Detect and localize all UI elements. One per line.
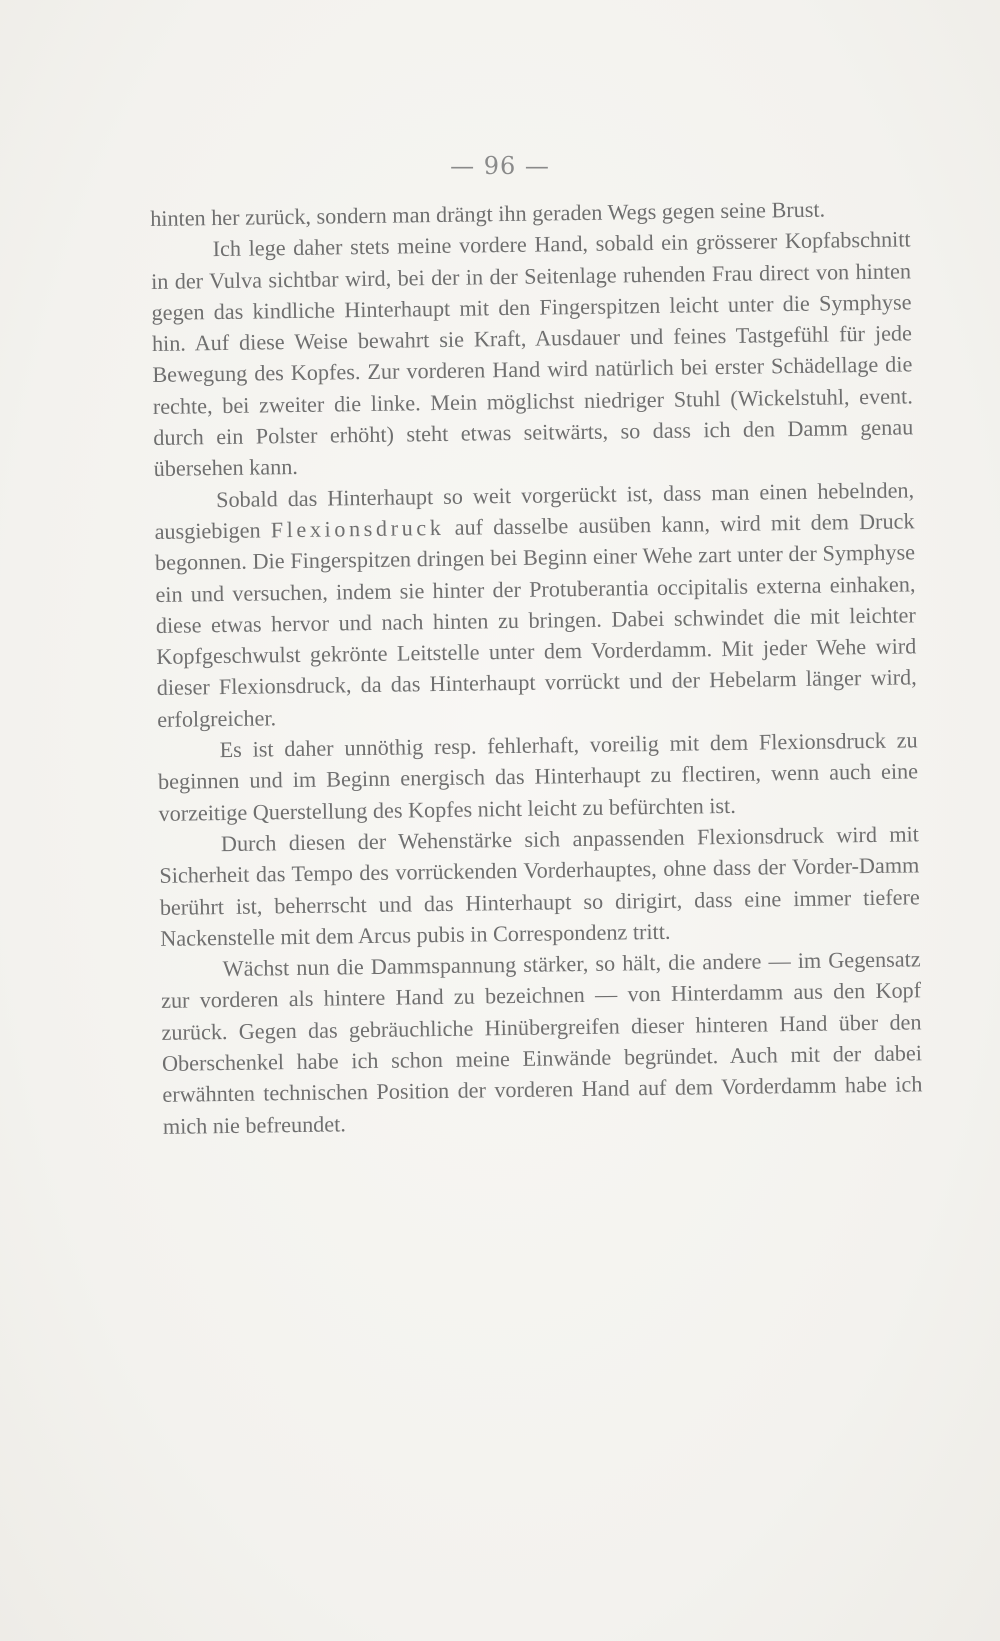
paragraph-continuation: hinten her zurück, sondern man drängt ihn geraden Wegs gegen seine Brust. [150, 196, 826, 231]
paragraph-flexion-pressure-end: auf dasselbe ausüben kann, wird mit dem Druck begonnen. Die Fingerspitzen dringen bei Beginn einer Wehe zart unter der Symphyse ein und versuchen, indem sie hinter der Protuberantia occipitalis externa einhaken, diese etwas hervor und nach hinten zu bringen. Dabei schwindet die mit leichter Kopfgeschwulst gekrönte Leitstelle unter dem Vorderdamm. Mit jeder Wehe wird dieser Flexionsdruck, da das Hinterhaupt vorrückt und der Hebelarm länger wird, erfolgreicher. [154, 508, 917, 732]
paragraph-premature-flexion: Es ist daher unnöthig resp. fehlerhaft, voreilig mit dem Flexionsdruck zu beginnen und im Beginn energisch das Hinterhaupt zu flectiren, wenn auch eine vorzeitige Querstellung des Kopfes nicht leicht zu befürchten ist. [157, 727, 919, 826]
emphasized-term: Flexionsdruck [270, 514, 445, 543]
paragraph-flexion-pressure [154, 474, 917, 735]
body-text [150, 192, 923, 1141]
page-number: — 96 — [450, 152, 550, 180]
paragraph-tempo-control: Durch diesen der Wehenstärke sich anpassenden Flexionsdruck wird mit Sicherheit das Tempo des vorrückenden Vorderhauptes, ohne dass der Vorder-Damm berührt ist, beherrscht und das Hinterhaupt so dirigirt, dass eine immer tiefere Nackenstelle mit dem Arcus pubis in Correspondenz tritt. [159, 821, 920, 951]
paragraph-front-hand: Ich lege daher stets meine vordere Hand, sobald ein grösserer Kopfabschnitt in der Vulva sichtbar wird, bei der in der Seitenlage ruhenden Frau direct von hinten gegen das kindliche Hinterhaupt mit den Fingerspitzen leicht unter die Symphyse hin. Auf diese Weise bewahrt sie Kraft, Ausdauer und feines Tastgefühl für jede Bewegung des Kopfes. Zur vorderen Hand wird natürlich bei erster Schädellage die rechte, bei zweiter die linke. Mein möglichst niedriger Stuhl (Wickelstuhl, event. durch ein Polster erhöht) steht etwas seitwärts, so dass ich den Damm genau übersehen kann. [150, 226, 914, 482]
paragraph-rear-hand: Wächst nun die Dammspannung stärker, so hält, die andere — im Gegensatz zur vorderen als hintere Hand zu bezeichnen — von Hinterdamm aus den Kopf zurück. Gegen das gebräuchliche Hinübergreifen dieser hinteren Hand über den Oberschenkel habe ich schon meine Einwände begründet. Auch mit der dabei erwähnten technischen Position der vorderen Hand auf dem Vorderdamm habe ich mich nie befreundet. [160, 946, 923, 1139]
paragraph-flexion-pressure-start: Sobald das Hinterhaupt so weit vorgerückt ist, dass man einen hebelnden, ausgiebigen [154, 477, 915, 544]
